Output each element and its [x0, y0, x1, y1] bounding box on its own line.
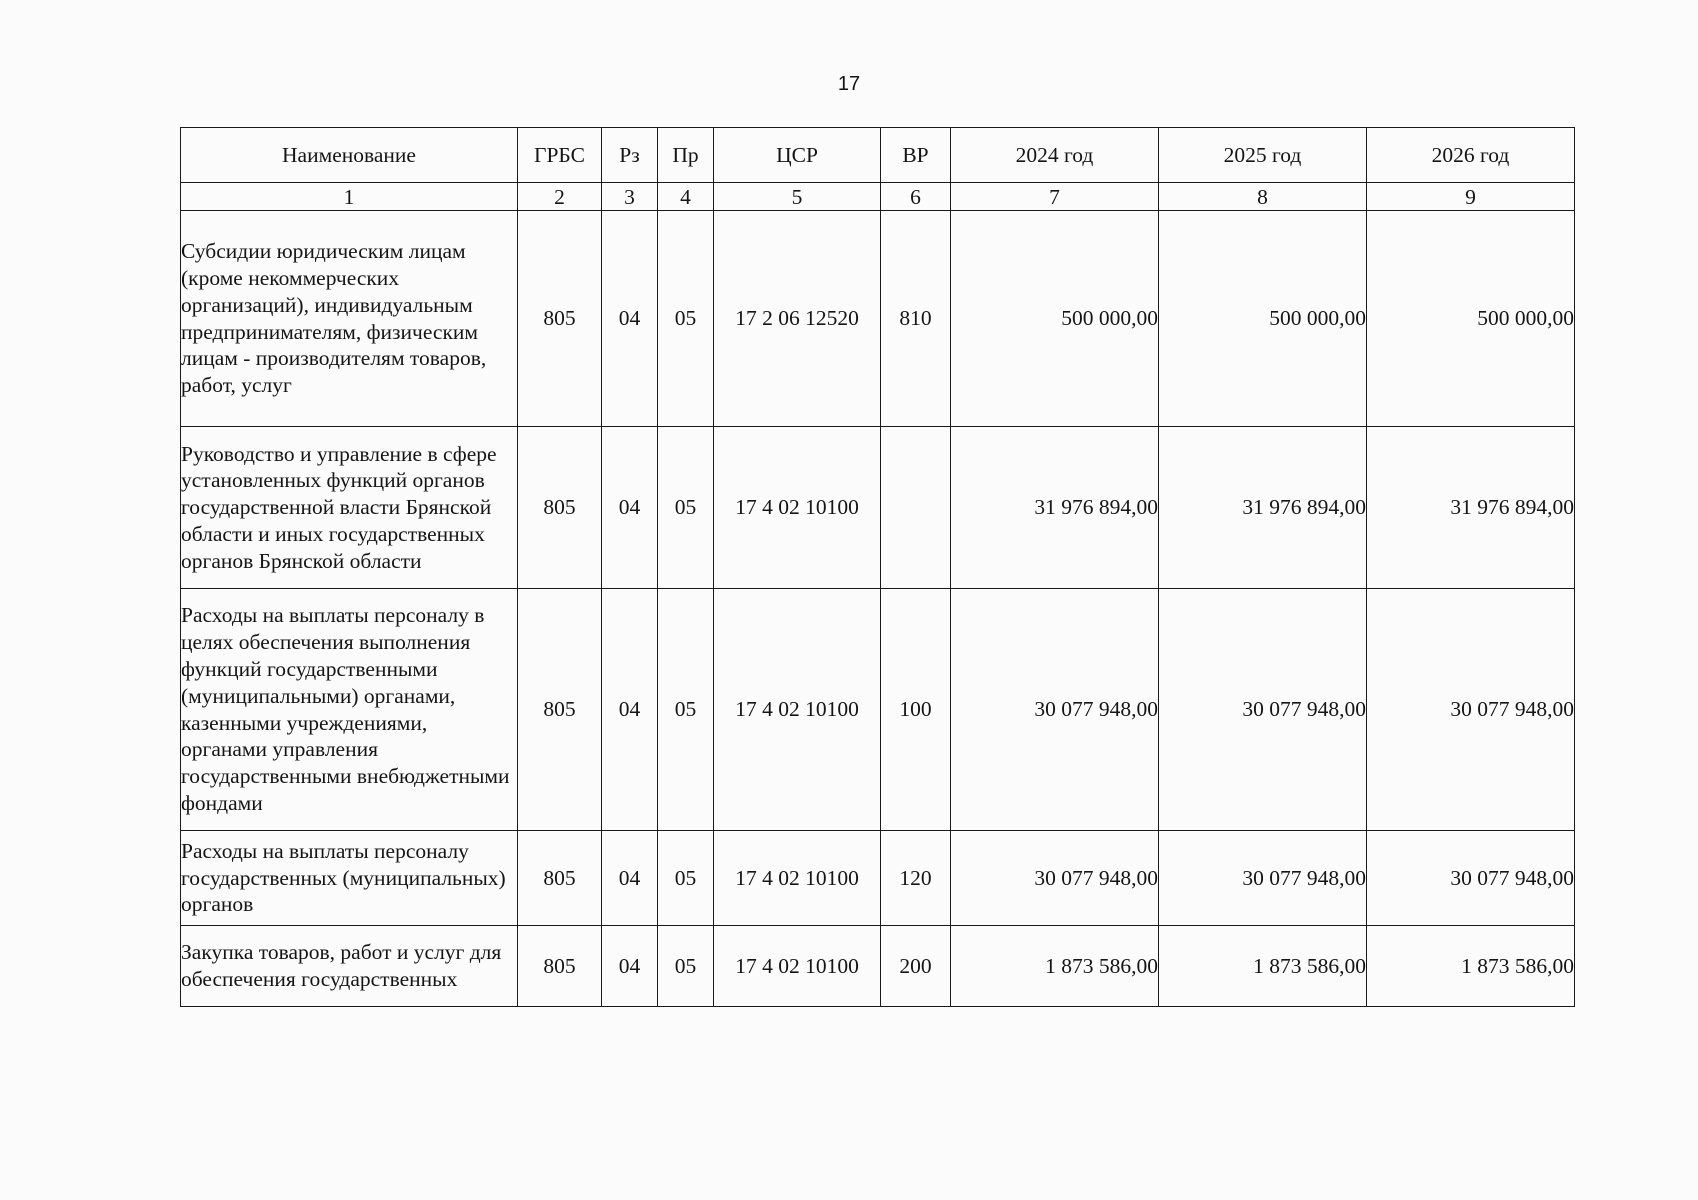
header-name: Наименование: [181, 128, 518, 183]
column-number: 2: [518, 183, 602, 211]
header-row: [181, 128, 1575, 183]
row-grbs: 805: [518, 211, 602, 427]
row-vr: 100: [881, 589, 951, 831]
row-pr: 05: [658, 831, 714, 926]
column-number: 8: [1159, 183, 1367, 211]
row-name: Руководство и управление в сфере установленных функций органов государственной власти Брянской области и иных государственных органов Брянской области: [181, 427, 518, 589]
row-csr: 17 4 02 10100: [714, 427, 881, 589]
row-name: Субсидии юридическим лицам (кроме некоммерческих организаций), индивидуальным предпринимателям, физическим лицам - производителям товаров, работ, услуг: [181, 211, 518, 427]
row-vr: 200: [881, 926, 951, 1007]
row-grbs: 805: [518, 589, 602, 831]
budget-table: [180, 127, 1575, 1007]
row-2024: 1 873 586,00: [951, 926, 1159, 1007]
table-row: [181, 926, 1575, 1007]
column-number: 3: [602, 183, 658, 211]
row-rz: 04: [602, 211, 658, 427]
column-number: 7: [951, 183, 1159, 211]
row-2025: 500 000,00: [1159, 211, 1367, 427]
row-pr: 05: [658, 589, 714, 831]
row-name: Закупка товаров, работ и услуг для обеспечения государственных: [181, 926, 518, 1007]
header-grbs: ГРБС: [518, 128, 602, 183]
row-pr: 05: [658, 427, 714, 589]
row-rz: 04: [602, 589, 658, 831]
header-2025: 2025 год: [1159, 128, 1367, 183]
row-grbs: 805: [518, 831, 602, 926]
row-2026: 500 000,00: [1367, 211, 1575, 427]
row-2026: 1 873 586,00: [1367, 926, 1575, 1007]
row-rz: 04: [602, 926, 658, 1007]
row-name: Расходы на выплаты персоналу государственных (муниципальных) органов: [181, 831, 518, 926]
header-2024: 2024 год: [951, 128, 1159, 183]
column-number: 9: [1367, 183, 1575, 211]
header-csr: ЦСР: [714, 128, 881, 183]
row-rz: 04: [602, 427, 658, 589]
row-csr: 17 4 02 10100: [714, 589, 881, 831]
row-grbs: 805: [518, 926, 602, 1007]
row-vr: 120: [881, 831, 951, 926]
row-2026: 30 077 948,00: [1367, 831, 1575, 926]
row-2025: 30 077 948,00: [1159, 831, 1367, 926]
header-2026: 2026 год: [1367, 128, 1575, 183]
row-csr: 17 4 02 10100: [714, 926, 881, 1007]
row-2024: 30 077 948,00: [951, 831, 1159, 926]
header-pr: Пр: [658, 128, 714, 183]
header-rz: Рз: [602, 128, 658, 183]
table-row: [181, 427, 1575, 589]
row-pr: 05: [658, 926, 714, 1007]
table-row: [181, 831, 1575, 926]
row-2026: 31 976 894,00: [1367, 427, 1575, 589]
row-grbs: 805: [518, 427, 602, 589]
row-2024: 31 976 894,00: [951, 427, 1159, 589]
row-2025: 1 873 586,00: [1159, 926, 1367, 1007]
table-row: [181, 589, 1575, 831]
row-2024: 30 077 948,00: [951, 589, 1159, 831]
table-row: [181, 211, 1575, 427]
column-number: 1: [181, 183, 518, 211]
row-name: Расходы на выплаты персоналу в целях обеспечения выполнения функций государственными (муниципальными) органами, казенными учреждениями, органами управления государственными внебюджетными фондами: [181, 589, 518, 831]
row-2025: 31 976 894,00: [1159, 427, 1367, 589]
header-vr: ВР: [881, 128, 951, 183]
column-number: 6: [881, 183, 951, 211]
row-2026: 30 077 948,00: [1367, 589, 1575, 831]
column-number: 5: [714, 183, 881, 211]
column-number-row: [181, 183, 1575, 211]
row-csr: 17 4 02 10100: [714, 831, 881, 926]
row-2025: 30 077 948,00: [1159, 589, 1367, 831]
row-pr: 05: [658, 211, 714, 427]
row-vr: [881, 427, 951, 589]
row-csr: 17 2 06 12520: [714, 211, 881, 427]
row-2024: 500 000,00: [951, 211, 1159, 427]
row-rz: 04: [602, 831, 658, 926]
page-number: 17: [837, 73, 861, 95]
column-number: 4: [658, 183, 714, 211]
row-vr: 810: [881, 211, 951, 427]
